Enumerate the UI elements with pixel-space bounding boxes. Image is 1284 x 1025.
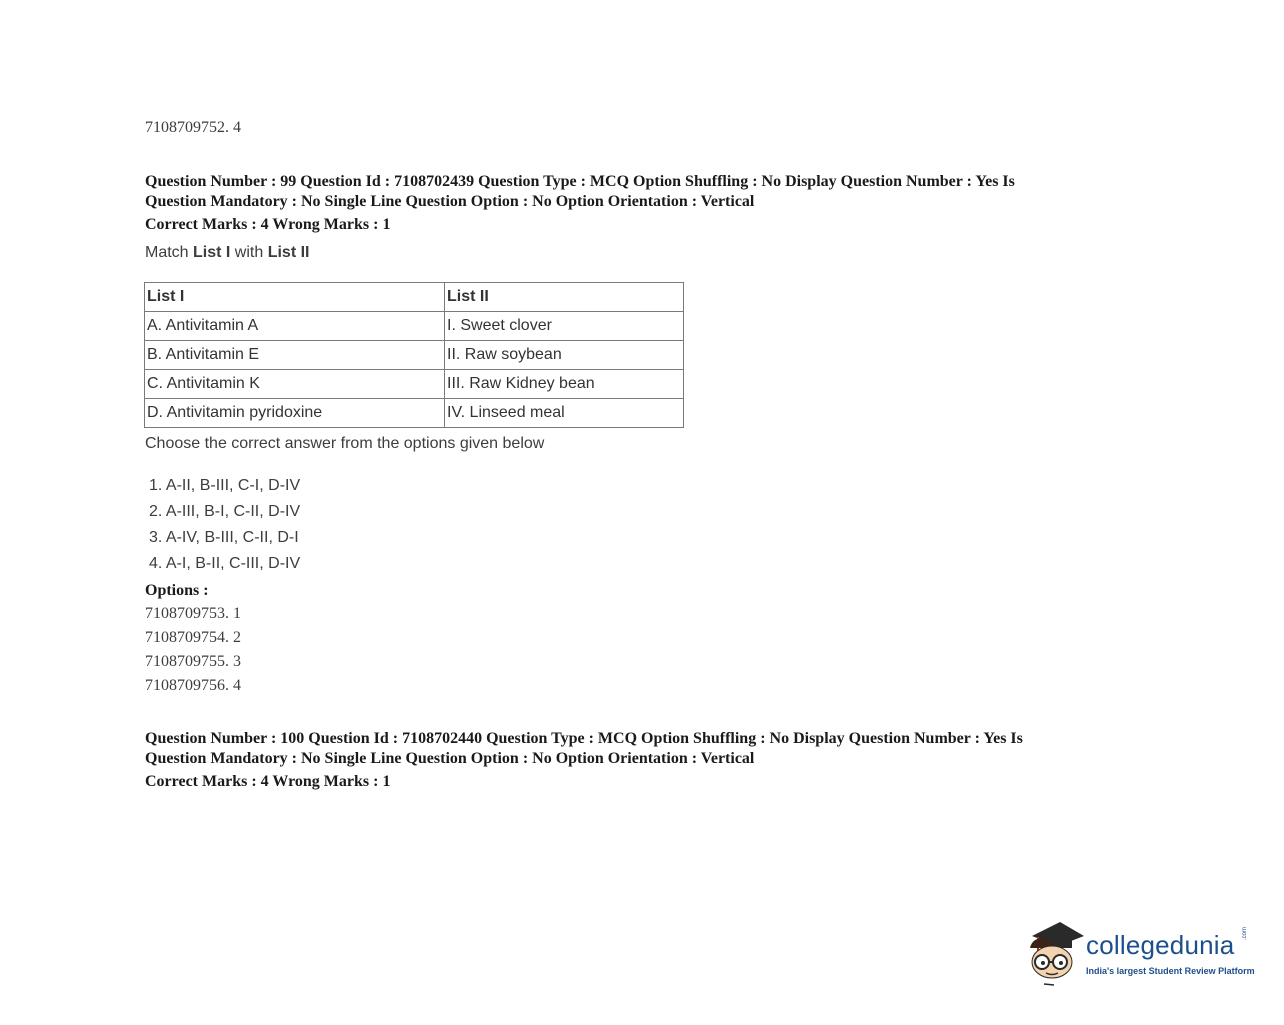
options-label: Options :	[145, 582, 209, 599]
prompt-list-1: List I	[193, 244, 231, 261]
table-header-list-2: List II	[445, 283, 684, 312]
table-cell: C. Antivitamin K	[145, 370, 445, 399]
table-row	[145, 312, 684, 341]
table-cell: III. Raw Kidney bean	[445, 370, 684, 399]
logo-wordmark: collegedunia	[1086, 930, 1235, 960]
table-header-row	[145, 283, 684, 312]
logo-tagline: India's largest Student Review Platform	[1086, 966, 1255, 976]
table-cell: I. Sweet clover	[445, 312, 684, 341]
choice-item: 2. A-III, B-I, C-II, D-IV	[149, 503, 301, 520]
question-header-line-1: Question Number : 100 Question Id : 7108702440 Question Type : MCQ Option Shuffling : No Display Question Number : Yes Is	[145, 730, 1023, 747]
question-header-line-2: Question Mandatory : No Single Line Question Option : No Option Orientation : Vertical	[145, 193, 755, 210]
option-id: 7108709755. 3	[145, 653, 241, 670]
mascot-icon	[1024, 918, 1086, 988]
prompt-text-match: Match	[145, 244, 194, 261]
table-cell: II. Raw soybean	[445, 341, 684, 370]
question-header-line-2: Question Mandatory : No Single Line Question Option : No Option Orientation : Vertical	[145, 750, 755, 767]
table-row	[145, 341, 684, 370]
option-id: 7108709756. 4	[145, 677, 241, 694]
match-table	[144, 282, 684, 428]
table-row	[145, 399, 684, 428]
option-id: 7108709754. 2	[145, 629, 241, 646]
logo-com: .com	[1242, 926, 1248, 940]
choice-item: 4. A-I, B-II, C-III, D-IV	[149, 555, 301, 572]
table-cell: A. Antivitamin A	[145, 312, 445, 341]
question-marks: Correct Marks : 4 Wrong Marks : 1	[145, 216, 391, 233]
question-header-line-1: Question Number : 99 Question Id : 7108702439 Question Type : MCQ Option Shuffling : No Display Question Number : Yes Is	[145, 173, 1015, 190]
answer-instruction: Choose the correct answer from the options given below	[145, 435, 545, 452]
table-cell: B. Antivitamin E	[145, 341, 445, 370]
choice-item: 1. A-II, B-III, C-I, D-IV	[149, 477, 301, 494]
question-prompt	[145, 243, 309, 262]
table-cell: D. Antivitamin pyridoxine	[145, 399, 445, 428]
prompt-list-2: List II	[267, 244, 310, 261]
table-header-list-1: List I	[145, 283, 445, 312]
prompt-text-with: with	[230, 244, 268, 261]
question-marks: Correct Marks : 4 Wrong Marks : 1	[145, 773, 391, 790]
previous-option-line: 7108709752. 4	[145, 119, 241, 136]
table-row	[145, 370, 684, 399]
collegedunia-logo	[1024, 918, 1254, 988]
table-cell: IV. Linseed meal	[445, 399, 684, 428]
choice-item: 3. A-IV, B-III, C-II, D-I	[149, 529, 299, 546]
option-id: 7108709753. 1	[145, 605, 241, 622]
